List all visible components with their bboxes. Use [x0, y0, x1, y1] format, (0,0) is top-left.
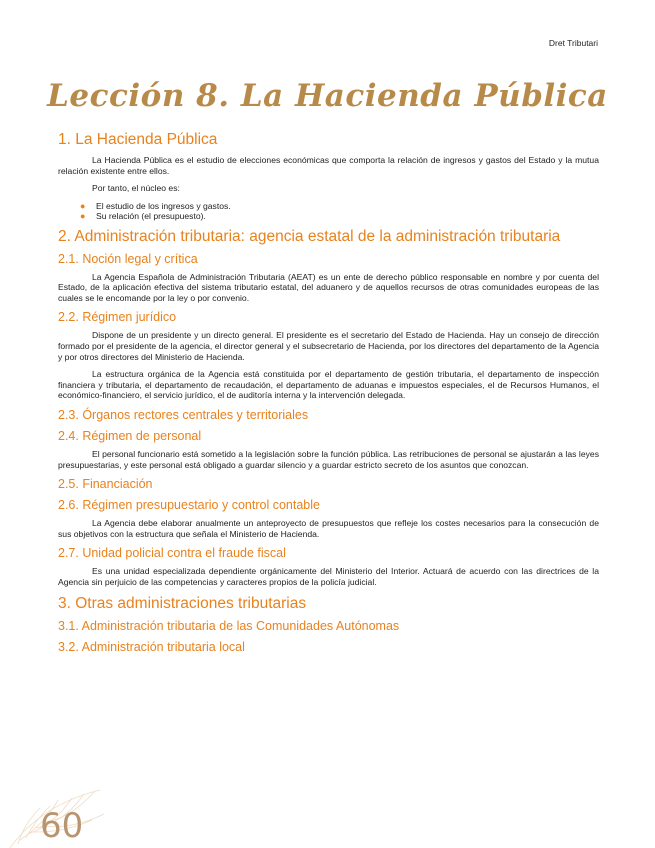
section-3-2-heading: 3.2. Administración tributaria local — [58, 639, 245, 654]
list-item: ● Su relación (el presupuesto). — [80, 211, 206, 222]
lesson-title: Lección 8. La Hacienda Pública — [47, 78, 608, 114]
section-3-1-heading: 3.1. Administración tributaria de las Comunidades Autónomas — [58, 618, 400, 633]
section-3-heading: 3. Otras administraciones tributarias — [58, 594, 307, 612]
section-2-5-heading: 2.5. Financiación — [58, 477, 153, 492]
section-2-6-heading: 2.6. Régimen presupuestario y control contable — [58, 498, 320, 513]
bullet-icon: ● — [80, 211, 86, 222]
section-1-paragraph-1: La Hacienda Pública es el estudio de elecciones económicas que comporta la relación de ingresos y gastos del Estado y la mutua relación existente entre ellos. — [58, 155, 599, 176]
bullet-icon: ● — [80, 200, 86, 211]
section-2-heading: 2. Administración tributaria: agencia estatal de la administración tributaria — [58, 227, 561, 245]
section-2-6-paragraph: La Agencia debe elaborar anualmente un anteproyecto de presupuestos que refleje los costes necesarios para la consecución de sus objetivos con la estructura que señala el Ministerio de Hacienda. — [58, 518, 599, 539]
section-2-4-paragraph: El personal funcionario está sometido a la legislación sobre la función pública. Las retribuciones de personal se ajustarán a las leyes presupuestarias, y este personal está obligado a guardar silencio y a guardar estricto secreto de los asuntos que conozcan. — [58, 448, 599, 470]
course-header: Dret Tributari — [548, 38, 598, 48]
list-item: ● El estudio de los ingresos y gastos. — [80, 200, 231, 211]
section-2-2-paragraph-2: La estructura orgánica de la Agencia está constituida por el departamento de gestión tributaria, el departamento de inspección financiera y tributaria, el departamento de recaudación, el departamento de aduanas e impuestos especiales, el de Recursos Humanos, el económico-financiero, el servicio jurídico, el de auditoría interna y la intervención delegada. — [58, 369, 599, 401]
section-2-1-heading: 2.1. Noción legal y crítica — [58, 251, 198, 266]
section-2-7-paragraph: Es una unidad especializada dependiente orgánicamente del Ministerio del Interior. Actuará de acuerdo con las directrices de la Agencia sin perjuicio de las competencias y caracteres propios de la policía judicial. — [58, 566, 599, 587]
document-body — [58, 131, 599, 660]
section-1-heading: 1. La Hacienda Pública — [58, 131, 218, 148]
section-2-2-paragraph-1: Dispone de un presidente y un directo general. El presidente es el secretario del Estado de Hacienda. Hay un consejo de dirección formado por el presidente de la agencia, el director general y el subsecretario de Hacienda, por los directores del departamento de la Agencia y por otros directores del Ministerio de Hacienda. — [58, 330, 599, 362]
section-2-1-paragraph: La Agencia Española de Administración Tributaria (AEAT) es un ente de derecho público responsable en nombre y por cuenta del Estado, de la aplicación efectiva del sistema tributario estatal, del aduanero y de aquellos recursos de otras comunidades europeas de las cuales se le encomande por la ley o por convenio. — [58, 271, 599, 303]
section-2-2-heading: 2.2. Régimen jurídico — [58, 310, 177, 325]
page-number: 60 — [40, 806, 84, 846]
section-2-3-heading: 2.3. Órganos rectores centrales y territoriales — [58, 407, 309, 422]
section-1-bullet-list — [58, 201, 599, 222]
section-1-paragraph-2: Por tanto, el núcleo es: — [92, 183, 180, 194]
section-2-7-heading: 2.7. Unidad policial contra el fraude fiscal — [58, 546, 286, 561]
section-2-4-heading: 2.4. Régimen de personal — [58, 428, 202, 443]
